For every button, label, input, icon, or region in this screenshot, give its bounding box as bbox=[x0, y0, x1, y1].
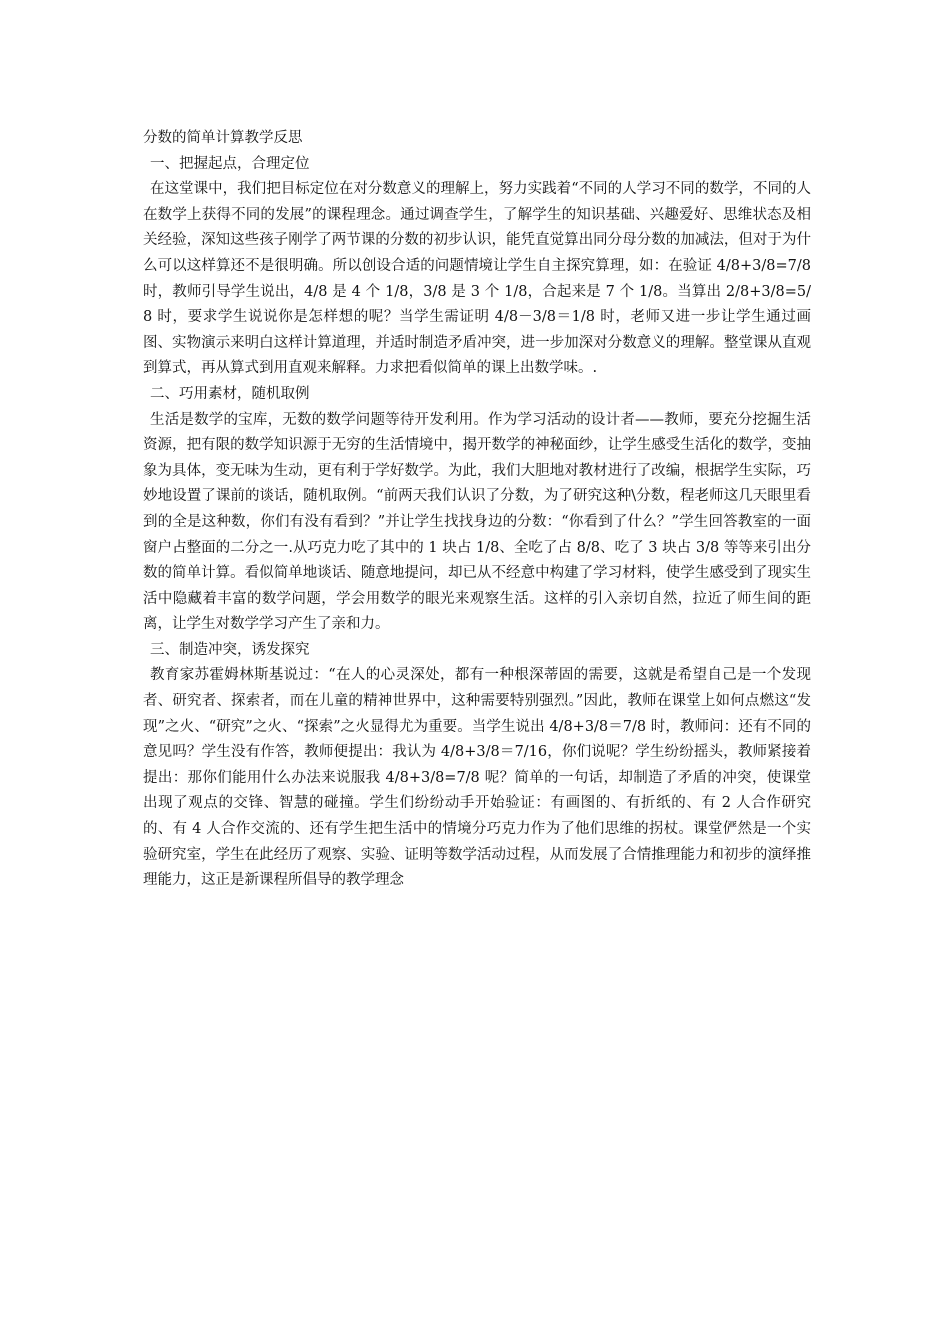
section-heading-2: 二、巧用素材，随机取例 bbox=[150, 385, 310, 402]
section-heading-3: 三、制造冲突，诱发探究 bbox=[150, 641, 310, 658]
document-content bbox=[143, 126, 811, 894]
section-body-1: 在这堂课中，我们把目标定位在对分数意义的理解上，努力实践着“不同的人学习不同的数学，不同的人在数学上获得不同的发展”的课程理念。通过调查学生，了解学生的知识基础、兴趣爱好、思维状态及相关经验，深知这些孩子刚学了两节课的分数的初步认识，能凭直觉算出同分母分数的加减法，但对于为什么可以这样算还不是很明确。所以创设合适的问题情境让学生自主探究算理，如：在验证 4/8+3/8=7/8 时，教师引导学生说出，4/8 是 4 个 1/8，3/8 是 3 个 1/8，合起来是 7 个 1/8。当算出 2/8+3/8=5/8 时，要求学生说说你是怎样想的呢？当学生需证明 4/8－3/8＝1/8 时，老师又进一步让学生通过画图、实物演示来明白这样计算道理，并适时制造矛盾冲突，进一步加深对分数意义的理解。整堂课从直观到算式，再从算式到用直观来解释。力求把看似简单的课上出数学味。. bbox=[143, 181, 811, 377]
section-body-2: 生活是数学的宝库，无数的数学问题等待开发利用。作为学习活动的设计者——教师，要充分挖掘生活资源，把有限的数学知识源于无穷的生活情境中，揭开数学的神秘面纱，让学生感受生活化的数学，变抽象为具体，变无味为生动，更有利于学好数学。为此，我们大胆地对教材进行了改编，根据学生实际，巧妙地设置了课前的谈话，随机取例。“前两天我们认识了分数，为了研究这种\分数，程老师这几天眼里看到的全是这种数，你们有没有看到？”并让学生找找身边的分数：“你看到了什么？”学生回答教室的一面窗户占整面的二分之一.从巧克力吃了其中的 1 块占 1/8、全吃了占 8/8、吃了 3 块占 3/8 等等来引出分数的简单计算。看似简单地谈话、随意地提问，却已从不经意中构建了学习材料，使学生感受到了现实生活中隐藏着丰富的数学问题，学会用数学的眼光来观察生活。这样的引入亲切自然，拉近了师生间的距离，让学生对数学学习产生了亲和力。 bbox=[143, 411, 811, 633]
section-body-3: 教育家苏霍姆林斯基说过：“在人的心灵深处，都有一种根深蒂固的需要，这就是希望自己是一个发现者、研究者、探索者，而在儿童的精神世界中，这种需要特别强烈。”因此，教师在课堂上如何点燃这“发现”之火、“研究”之火、“探索”之火显得尤为重要。当学生说出 4/8+3/8＝7/8 时，教师问：还有不同的意见吗？学生没有作答，教师便提出：我认为 4/8+3/8＝7/16，你们说呢？学生纷纷摇头，教师紧接着提出：那你们能用什么办法来说服我 4/8+3/8=7/8 呢？简单的一句话，却制造了矛盾的冲突，使课堂出现了观点的交锋、智慧的碰撞。学生们纷纷动手开始验证：有画图的、有折纸的、有 2 人合作研究的、有 4 人合作交流的、还有学生把生活中的情境分巧克力作为了他们思维的拐杖。课堂俨然是一个实验研究室，学生在此经历了观察、实验、证明等数学活动过程，从而发展了合情推理能力和初步的演绎推理能力，这正是新课程所倡导的教学理念 bbox=[143, 667, 811, 889]
document-title: 分数的简单计算教学反思 bbox=[143, 130, 303, 146]
section-heading-1: 一、把握起点，合理定位 bbox=[150, 155, 310, 172]
